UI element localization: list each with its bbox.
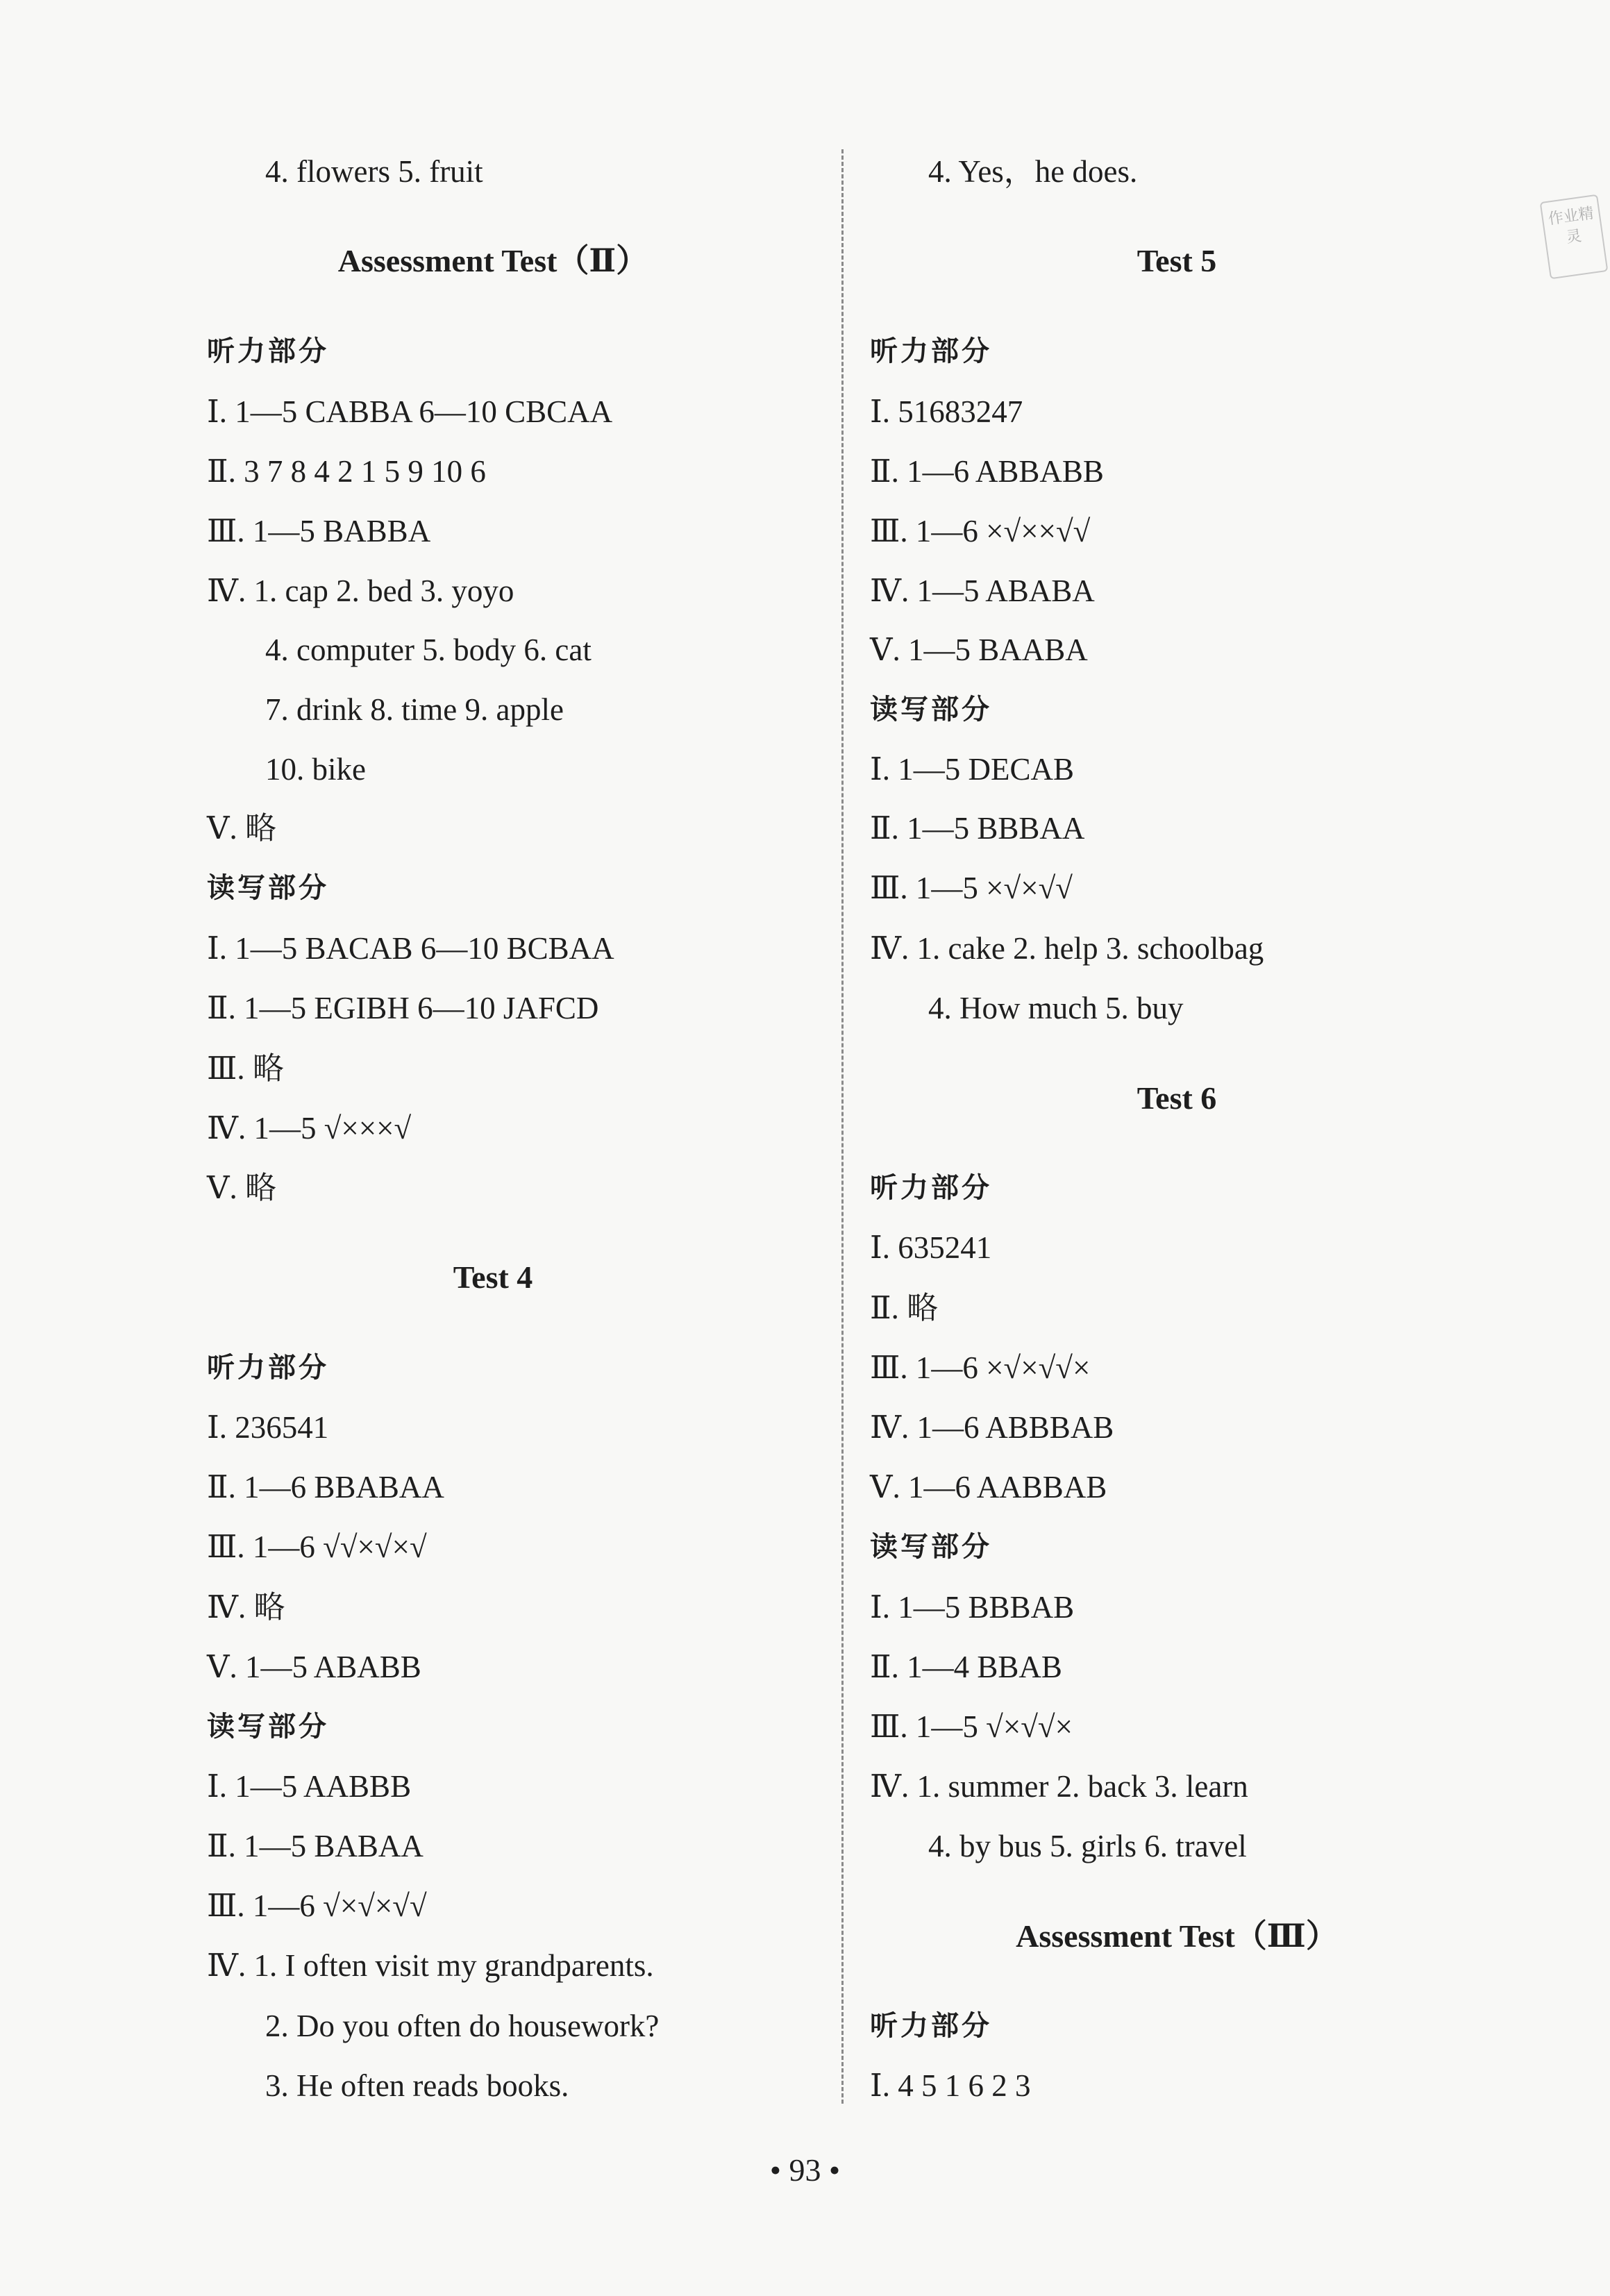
answer-line: Ⅰ. 1—5 BBBAB [870,1590,1075,1625]
answer-line: Ⅲ. 1—6 ×√×√√× [870,1350,1091,1385]
listening-label: 听力部分 [207,1352,329,1384]
answer-line: Ⅳ. 1. I often visit my grandparents. [207,1948,654,1983]
answer-line: Ⅰ. 236541 [207,1410,329,1445]
reading-writing-label: 读写部分 [870,694,992,726]
answer-line: Ⅲ. 1—6 ×√××√√ [870,514,1091,548]
answer-line: 10. bike [265,752,366,787]
answer-line: 2. Do you often do housework? [265,2009,660,2043]
reading-writing-label: 读写部分 [207,1711,329,1743]
answer-line: Ⅳ. 1. summer 2. back 3. learn [870,1769,1248,1804]
answer-line: Ⅲ. 1—6 √√×√×√ [207,1530,427,1564]
section-title: Test 5 [1137,243,1217,278]
listening-label: 听力部分 [870,2010,992,2042]
answer-line: Ⅱ. 1—5 BABAA [207,1829,424,1863]
answer-line: Ⅴ. 略 [207,1171,276,1205]
answer-line: Ⅰ. 4 5 1 6 2 3 [870,2068,1031,2103]
answer-line: Ⅰ. 635241 [870,1230,992,1265]
listening-label: 听力部分 [207,335,329,367]
answer-line: Ⅱ. 1—5 EGIBH 6—10 JAFCD [207,991,599,1025]
section-title: Test 4 [453,1259,533,1295]
answer-line: 7. drink 8. time 9. apple [265,692,564,727]
answer-line: Ⅱ. 1—4 BBAB [870,1650,1062,1684]
section-title: Assessment Test（Ⅱ） [337,243,648,278]
answer-line: Ⅱ. 1—6 ABBABB [870,454,1104,489]
answer-line: Ⅲ. 1—5 √×√√× [870,1709,1073,1744]
page-number: • 93 • [769,2152,841,2188]
answer-line: Ⅳ. 1—6 ABBBAB [870,1410,1114,1445]
answer-line: Ⅰ. 1—5 BACAB 6—10 BCBAA [207,931,614,966]
answer-line: Ⅳ. 略 [207,1590,285,1625]
answer-line: Ⅰ. 1—5 AABBB [207,1769,412,1804]
section-title: Test 6 [1137,1080,1217,1116]
answer-line: Ⅳ. 1—5 ABABA [870,573,1095,608]
answer-line: Ⅰ. 1—5 CABBA 6—10 CBCAA [207,394,613,429]
answer-line: Ⅱ. 3 7 8 4 2 1 5 9 10 6 [207,454,486,489]
answer-line: Ⅴ. 略 [207,811,276,846]
answer-line: Ⅰ. 1—5 DECAB [870,752,1075,787]
answer-line: 3. He often reads books. [265,2068,569,2103]
answer-line: Ⅰ. 51683247 [870,394,1023,429]
answer-line: Ⅳ. 1. cap 2. bed 3. yoyo [207,573,514,608]
listening-label: 听力部分 [870,1172,992,1204]
answer-line: Ⅱ. 1—6 BBABAA [207,1470,444,1505]
answer-line: Ⅲ. 1—5 BABBA [207,514,431,548]
column-divider [841,149,844,2104]
answer-line: Ⅳ. 1. cake 2. help 3. schoolbag [870,931,1264,966]
answer-line: 4. Yes，he does. [928,154,1138,189]
answer-line: Ⅴ. 1—6 AABBAB [870,1470,1107,1505]
section-title: Assessment Test（Ⅲ） [1016,1918,1338,1954]
answer-line: Ⅲ. 1—5 ×√×√√ [870,871,1073,905]
listening-label: 听力部分 [870,335,992,367]
answer-line: Ⅲ. 略 [207,1051,284,1086]
answer-line: 4. computer 5. body 6. cat [265,632,592,667]
answer-line: Ⅱ. 1—5 BBBAA [870,811,1085,846]
answer-line: Ⅴ. 1—5 BAABA [870,632,1088,667]
reading-writing-label: 读写部分 [870,1531,992,1563]
answer-line: Ⅱ. 略 [870,1291,939,1325]
answer-line: Ⅴ. 1—5 ABABB [207,1650,421,1684]
watermark-stamp: 作业精灵 [1540,194,1609,280]
answer-line: Ⅲ. 1—6 √×√×√√ [207,1888,427,1923]
answer-line: 4. by bus 5. girls 6. travel [928,1829,1247,1863]
reading-writing-label: 读写部分 [207,872,329,904]
answer-line: 4. How much 5. buy [928,991,1184,1025]
answer-line: 4. flowers 5. fruit [265,154,483,189]
answer-line: Ⅳ. 1—5 √×××√ [207,1111,412,1146]
